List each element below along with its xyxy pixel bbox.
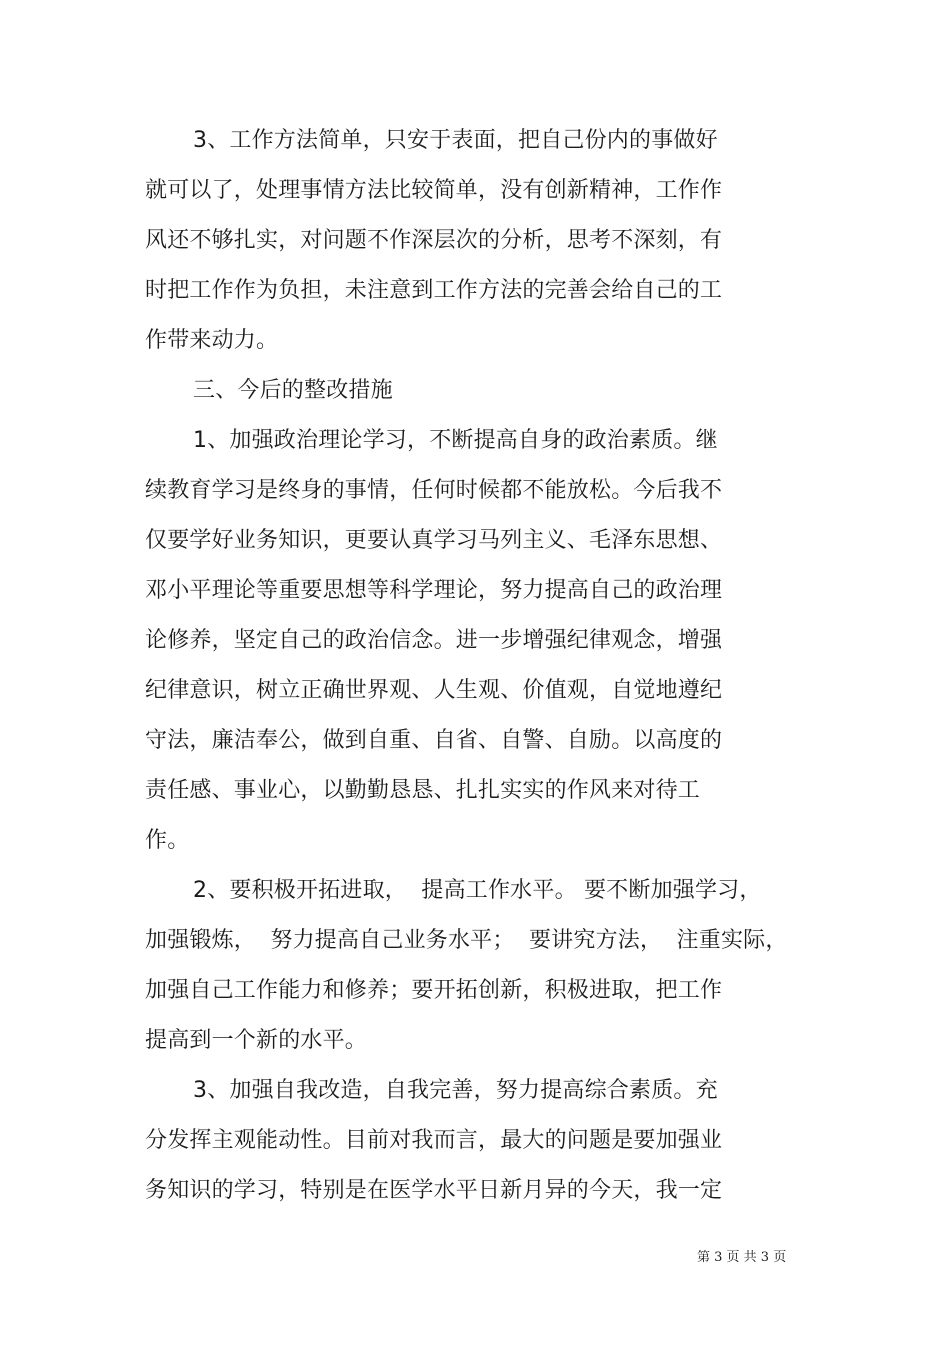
text-line: 风还不够扎实，对问题不作深层次的分析，思考不深刻，有: [145, 228, 723, 253]
page-number: 第 3 页 共 3 页: [697, 1250, 787, 1265]
text-line: 时把工作作为负担，未注意到工作方法的完善会给自己的工: [145, 278, 723, 303]
text-line: 务知识的学习，特别是在医学水平日新月异的今天，我一定: [145, 1178, 723, 1203]
text-line: 仅要学好业务知识，更要认真学习马列主义、毛泽东思想、: [145, 528, 723, 553]
text-line: 邓小平理论等重要思想等科学理论，努力提高自己的政治理: [145, 578, 723, 603]
text-line: 3、加强自我改造，自我完善，努力提高综合素质。充: [193, 1078, 718, 1103]
text-line: 作。: [145, 828, 190, 853]
text-line: 续教育学习是终身的事情，任何时候都不能放松。今后我不: [145, 478, 723, 503]
text-line: 分发挥主观能动性。目前对我而言，最大的问题是要加强业: [145, 1128, 723, 1153]
text-line: 就可以了，处理事情方法比较简单，没有创新精神，工作作: [145, 178, 723, 203]
text-line: 1、加强政治理论学习，不断提高自身的政治素质。继: [193, 428, 718, 453]
text-line: 责任感、事业心，以勤勤恳恳、扎扎实实的作风来对待工: [145, 778, 701, 803]
text-line: 作带来动力。: [145, 328, 279, 353]
text-line: 加强锻炼， 努力提高自己业务水平； 要讲究方法， 注重实际，: [145, 928, 788, 953]
text-line: 守法，廉洁奉公，做到自重、自省、自警、自励。以高度的: [145, 728, 723, 753]
text-line: 3、工作方法简单，只安于表面，把自己份内的事做好: [193, 128, 718, 153]
text-line: 纪律意识，树立正确世界观、人生观、价值观，自觉地遵纪: [145, 678, 723, 703]
section-heading: 三、今后的整改措施: [193, 378, 393, 403]
text-line: 论修养，坚定自己的政治信念。进一步增强纪律观念，增强: [145, 628, 723, 653]
text-line: 加强自己工作能力和修养；要开拓创新，积极进取，把工作: [145, 978, 723, 1003]
text-line: 2、要积极开拓进取， 提高工作水平。 要不断加强学习，: [193, 878, 762, 903]
text-line: 提高到一个新的水平。: [145, 1028, 368, 1053]
